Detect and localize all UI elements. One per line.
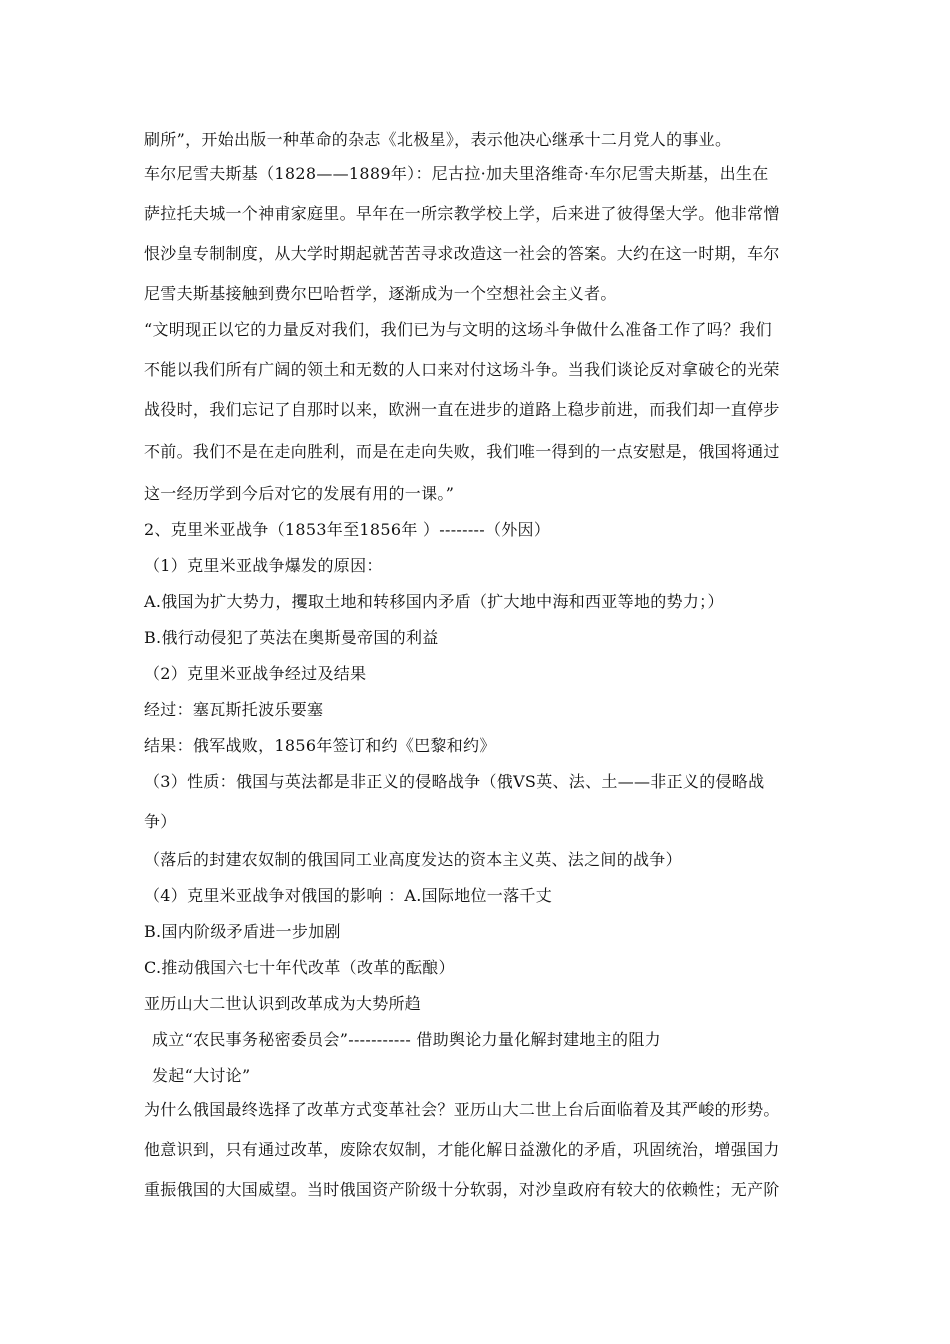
text-line: 为什么俄国最终选择了改革方式变革社会？亚历山大二世上台后面临着及其严峻的形势。 (144, 1100, 780, 1119)
text-line: B.国内阶级矛盾进一步加剧 (144, 922, 341, 941)
text-line: （落后的封建农奴制的俄国同工业高度发达的资本主义英、法之间的战争） (144, 850, 682, 869)
quote-line: 这一经历学到今后对它的发展有用的一课。” (144, 484, 455, 503)
text-line: 争） (144, 812, 177, 831)
section-heading: 2、克里米亚战争（1853年至1856年 ）--------（外因） (144, 520, 551, 539)
text-line: 结果：俄军战败，1856年签订和约《巴黎和约》 (144, 736, 496, 755)
text-line: 经过：塞瓦斯托波乐要塞 (144, 700, 324, 719)
text-line: 重振俄国的大国威望。当时俄国资产阶级十分软弱，对沙皇政府有较大的依赖性；无产阶 (144, 1180, 780, 1199)
quote-line: “文明现正以它的力量反对我们，我们已为与文明的这场斗争做什么准备工作了吗？我们 (144, 320, 772, 339)
text-line: A.俄国为扩大势力，攫取土地和转移国内矛盾（扩大地中海和西亚等地的势力；） (144, 592, 724, 611)
text-line: 恨沙皇专制制度，从大学时期起就苦苦寻求改造这一社会的答案。大约在这一时期，车尔 (144, 244, 780, 263)
text-line: 发起“大讨论” (152, 1066, 251, 1085)
text-line: 成立“农民事务秘密委员会”----------- 借助舆论力量化解封建地主的阻力 (152, 1030, 661, 1049)
text-line: 萨拉托夫城一个神甫家庭里。早年在一所宗教学校上学，后来进了彼得堡大学。他非常憎 (144, 204, 780, 223)
subsection-heading: （2）克里米亚战争经过及结果 (144, 664, 367, 683)
text-line: 尼雪夫斯基接触到费尔巴哈哲学，逐渐成为一个空想社会主义者。 (144, 284, 617, 303)
quote-line: 不前。我们不是在走向胜利，而是在走向失败，我们唯一得到的一点安慰是，俄国将通过 (144, 442, 780, 461)
quote-line: 不能以我们所有广阔的领土和无数的人口来对付这场斗争。当我们谈论反对拿破仑的光荣 (144, 360, 780, 379)
subsection-heading: （3）性质：俄国与英法都是非正义的侵略战争（俄VS英、法、土——非正义的侵略战 (144, 772, 765, 791)
text-line: C.推动俄国六七十年代改革（改革的酝酿） (144, 958, 455, 977)
subsection-heading: （1）克里米亚战争爆发的原因： (144, 556, 383, 575)
text-line: 车尔尼雪夫斯基（1828——1889年）：尼古拉·加夫里洛维奇·车尔尼雪夫斯基，出生在 (144, 164, 769, 183)
text-line: 他意识到，只有通过改革，废除农奴制，才能化解日益激化的矛盾，巩固统治，增强国力 (144, 1140, 780, 1159)
text-line: 亚历山大二世认识到改革成为大势所趋 (144, 994, 422, 1013)
text-line: B.俄行动侵犯了英法在奥斯曼帝国的利益 (144, 628, 439, 647)
quote-line: 战役时，我们忘记了自那时以来，欧洲一直在进步的道路上稳步前进，而我们却一直停步 (144, 400, 780, 419)
subsection-heading: （4）克里米亚战争对俄国的影响 ：A.国际地位一落千丈 (144, 886, 553, 905)
text-line: 刷所”，开始出版一种革命的杂志《北极星》，表示他决心继承十二月党人的事业。 (144, 130, 732, 149)
